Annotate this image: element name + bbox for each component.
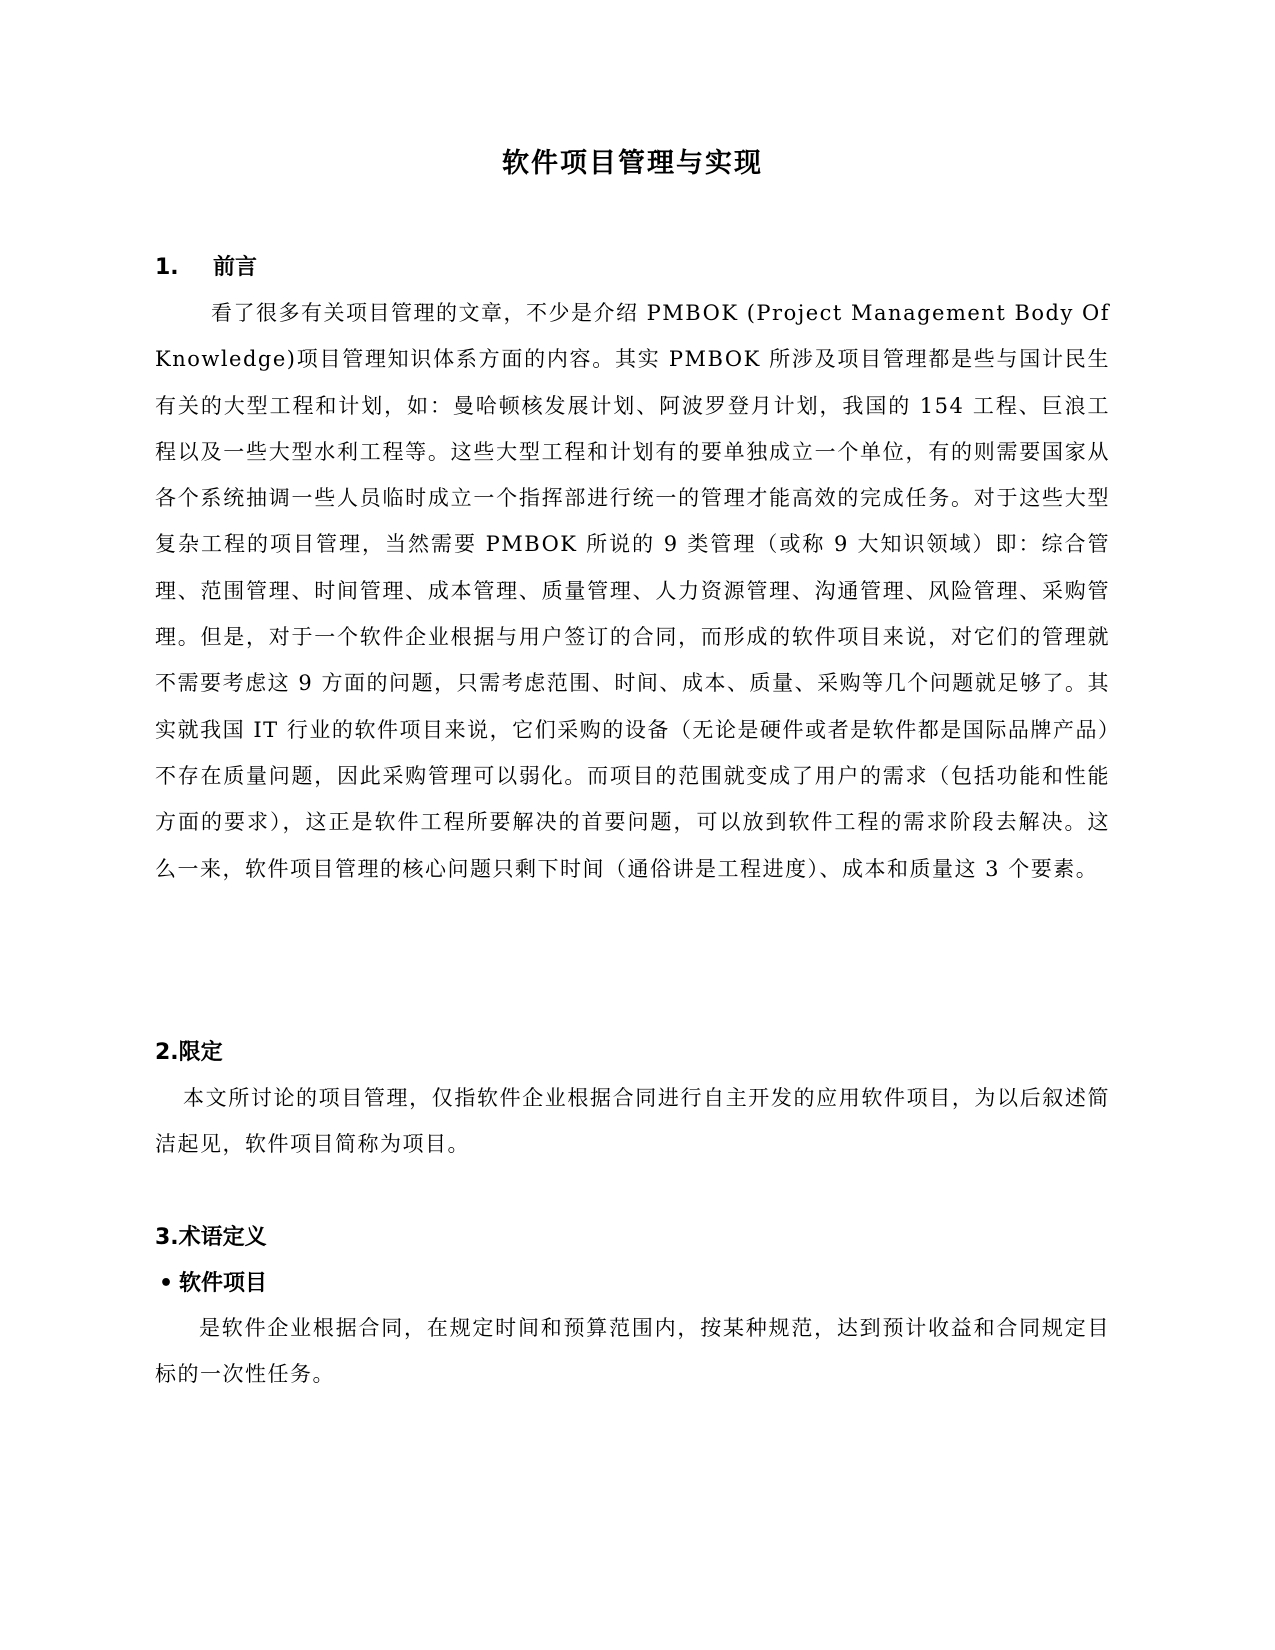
section-heading-1: [155, 252, 257, 284]
document-title: 软件项目管理与实现: [502, 148, 763, 179]
bullet-title: 软件项目: [179, 1271, 268, 1296]
section-title: 前言: [213, 255, 258, 280]
section-3-paragraph: 是软件企业根据合同，在规定时间和预算范围内，按某种规范，达到预计收益和合同规定目标的一次性任务。: [155, 1316, 1110, 1387]
section-number: 1.: [155, 255, 179, 280]
section-heading-2: 2.限定: [155, 1040, 223, 1065]
section-heading-3: 3.术语定义: [155, 1225, 267, 1250]
document-page: [155, 0, 1110, 1650]
bullet-item-software-project: [159, 1268, 267, 1300]
bullet-marker: •: [159, 1271, 174, 1296]
section-1-paragraph: 看了很多有关项目管理的文章，不少是介绍 PMBOK (Project Management Body Of Knowledge)项目管理知识体系方面的内容。其实 PMBOK 所涉及项目管理都是些与国计民生有关的大型工程和计划，如：曼哈顿核发展计划、阿波罗登月计划，我国的 154 工程、巨浪工程以及一些大型水利工程等。这些大型工程和计划有的要单独成立一个单位，有的则需要国家从各个系统抽调一些人员临时成立一个指挥部进行统一的管理才能高效的完成任务。对于这些大型复杂工程的项目管理，当然需要 PMBOK 所说的 9 类管理（或称 9 大知识领域）即：综合管理、范围管理、时间管理、成本管理、质量管理、人力资源管理、沟通管理、风险管理、采购管理。但是，对于一个软件企业根据与用户签订的合同，而形成的软件项目来说，对它们的管理就不需要考虑这 9 方面的问题，只需考虑范围、时间、成本、质量、采购等几个问题就足够了。其实就我国 IT 行业的软件项目来说，它们采购的设备（无论是硬件或者是软件都是国际品牌产品）不存在质量问题，因此采购管理可以弱化。而项目的范围就变成了用户的需求（包括功能和性能方面的要求），这正是软件工程所要解决的首要问题，可以放到软件工程的需求阶段去解决。这么一来，软件项目管理的核心问题只剩下时间（通俗讲是工程进度）、成本和质量这 3 个要素。: [155, 301, 1110, 881]
section-2-paragraph: 本文所讨论的项目管理，仅指软件企业根据合同进行自主开发的应用软件项目，为以后叙述简洁起见，软件项目简称为项目。: [155, 1086, 1110, 1157]
